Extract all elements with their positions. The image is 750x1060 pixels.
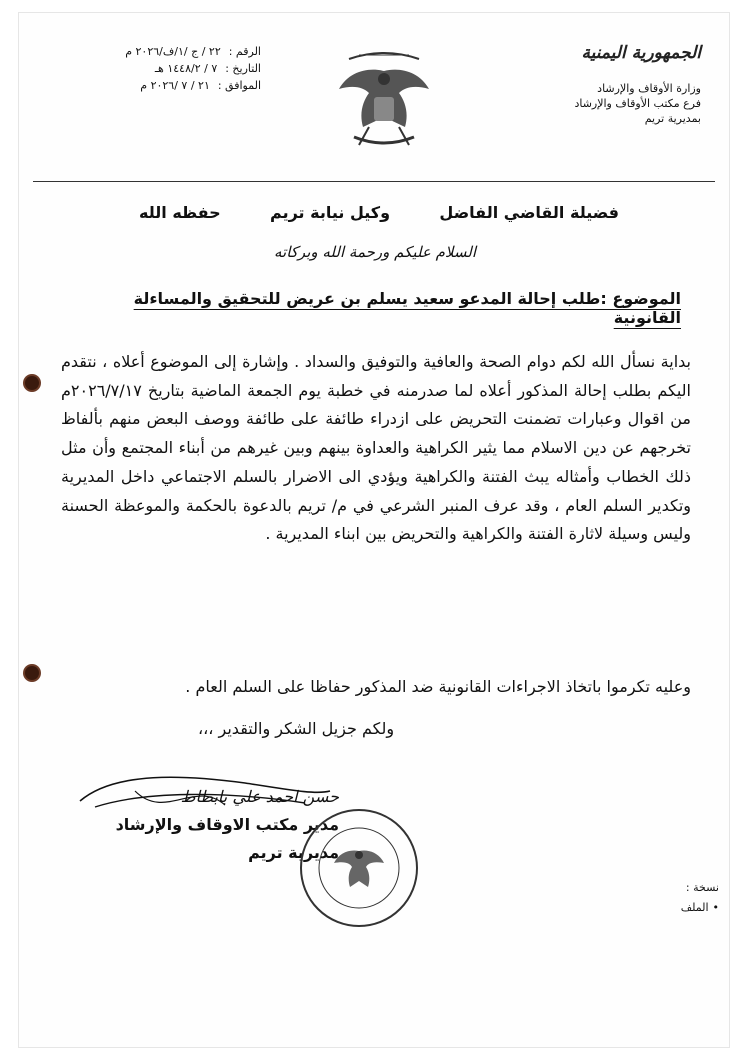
letterhead-left	[71, 43, 261, 94]
punch-hole	[25, 666, 39, 680]
copies-item: • الملف	[659, 898, 719, 918]
ref-label: الرقم :	[228, 45, 261, 58]
ministry-name: وزارة الأوقاف والإرشاد	[597, 82, 701, 95]
copies-section	[659, 878, 719, 918]
date-value: ٧ / ١٤٤٨/٢ هـ	[154, 62, 218, 75]
letter-page	[18, 12, 730, 1048]
addressee-office: وكيل نيابة تريم	[270, 203, 391, 222]
letter-body	[61, 348, 691, 549]
eagle-emblem-icon	[319, 41, 449, 151]
addressee-title: فضيلة القاضي الفاضل	[439, 203, 619, 222]
subject-line: الموضوع :طلب إحالة المدعو سعيد يسلم بن عريض للتحقيق والمساءلة القانونية	[133, 289, 681, 327]
header-divider	[33, 181, 715, 182]
corr-date-value: ٢١ / ٧ /٢٠٢٦ م	[140, 79, 210, 92]
date-label: التاريخ :	[225, 62, 261, 75]
greeting: السلام عليكم ورحمة الله وبركاته	[274, 243, 476, 261]
official-seal-icon	[294, 803, 424, 933]
addressee-blessing: حفظه الله	[139, 203, 221, 222]
letterhead-brand: الجمهورية اليمنية	[581, 43, 701, 63]
copies-label: نسخة :	[685, 881, 719, 894]
request-line: وعليه تكرموا باتخاذ الاجراءات القانونية ضد المذكور حفاظا على السلم العام .	[185, 677, 691, 696]
letterhead-right	[511, 43, 701, 126]
addressee-line	[139, 203, 619, 222]
ref-value: ٢٢ / ج /١/ف/٢٠٢٦ م	[125, 45, 221, 58]
signatory-title: مدير مكتب الاوقاف والإرشاد	[115, 815, 339, 834]
signatory-district: مديرية تريم	[248, 843, 339, 862]
body-paragraph: بداية نسأل الله لكم دوام الصحة والعافية والتوفيق والسداد . وإشارة إلى الموضوع أعلاه ، نتقدم اليكم بطلب إحالة المذكور أعلاه لما صدرمنه في خطبة يوم الجمعة الماضية بتاريخ ٢٠٢٦/٧/١٧م من اقوال وعبارات تضمنت التحريض على ازدراء طائفة على طائفة ووصف البعض منهم بألفاظ تخرجهم عن دين الاسلام مما يثير الكراهية والعداوة بينهم وبين غيرهم من أبناء المجتمع وأن مثل ذلك الخطاب وأمثاله يبث الفتنة والكراهية ويؤدي الى الاضرار بالسلم الاجتماعي داخل المديرية وتكدير السلم العام ، وقد عرف المنبر الشرعي في م/ تريم بالدعوة بالحكمة والموعظة الحسنة وليس وسيلة لاثارة الفتنة والكراهية والتحريض بين ابناء المديرية .	[61, 352, 691, 544]
corr-date-label: الموافق :	[217, 79, 261, 92]
signatory-name: حسن احمد علي بابطاط	[180, 787, 339, 806]
branch-name: فرع مكتب الأوقاف والإرشاد	[574, 97, 701, 110]
thanks-line: ولكم جزيل الشكر والتقدير ،،،	[197, 719, 395, 738]
district-name: بمديرية تريم	[644, 112, 701, 125]
punch-hole	[25, 376, 39, 390]
